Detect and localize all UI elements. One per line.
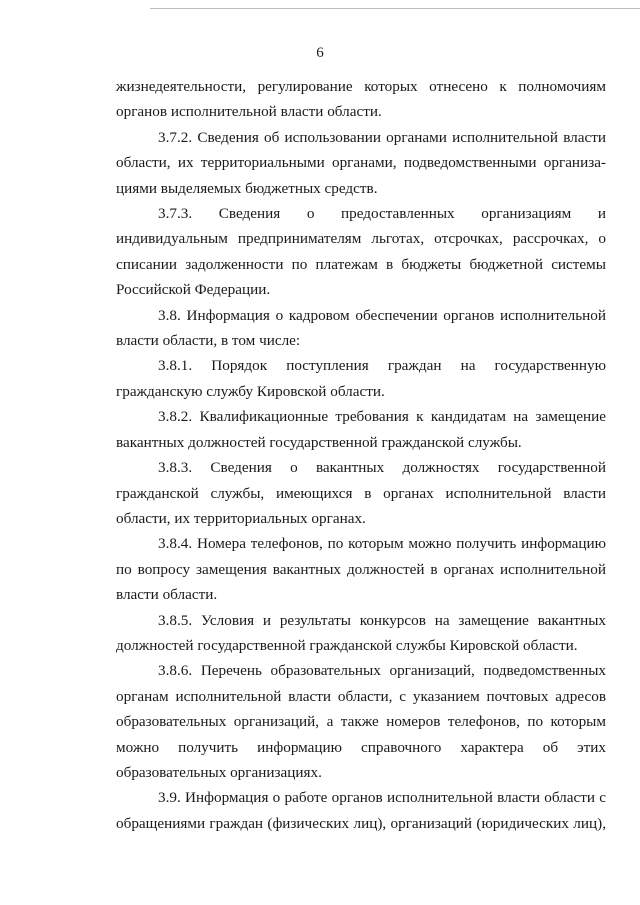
paragraph-3-8-6: 3.8.6. Перечень образовательных организаций, подведомственных органам исполнительной власти области, с указанием почтовых адресов образовательных организаций, а также номеров телефонов, по которым можно получить информацию справочного характера об этих образовательных организациях. [116,662,606,781]
paragraph-3-8-4: 3.8.4. Номера телефонов, по которым можно получить информацию по вопросу замещения вакантных должностей в органах исполнительной власти области. [116,535,606,604]
page-number: 6 [316,45,324,61]
paragraph-continuation: жизнедеятельности, регулирование которых отнесено к полномочиям органов исполнительной власти области. [116,78,606,121]
scan-edge-line [150,8,640,9]
paragraph-3-8-5: 3.8.5. Условия и результаты конкурсов на замещение вакантных должностей государственной гражданской службы Кировской области. [116,611,606,654]
paragraph-3-8-1: 3.8.1. Порядок поступления граждан на государственную гражданскую службу Кировской области. [116,357,606,400]
document-body [116,74,606,836]
paragraph-3-8-2: 3.8.2. Квалификационные требования к кандидатам на замещение вакантных должностей государственной гражданской службы. [116,408,606,451]
paragraph-3-8: 3.8. Информация о кадровом обеспечении органов исполнительной власти области, в том числе: [116,306,606,350]
paragraph-3-7-2: 3.7.2. Сведения об использовании органами исполнительной власти области, их территориальными органами, подведомственными организа-циями выделяемых бюджетных средств. [116,128,606,197]
paragraph-3-9: 3.9. Информация о работе органов исполнительной власти области с обращениями граждан (физических лиц), организаций (юридических лиц), [116,789,606,832]
paragraph-3-8-3: 3.8.3. Сведения о вакантных должностях государственной гражданской службы, имеющихся в органах исполнительной власти области, их территориальных органах. [116,459,606,527]
paragraph-3-7-3: 3.7.3. Сведения о предоставленных организациям и индивидуальным предпринимателям льготах, отсрочках, рассрочках, о списании задолженности по платежам в бюджеты бюджетной системы Российской Федерации. [116,205,606,299]
